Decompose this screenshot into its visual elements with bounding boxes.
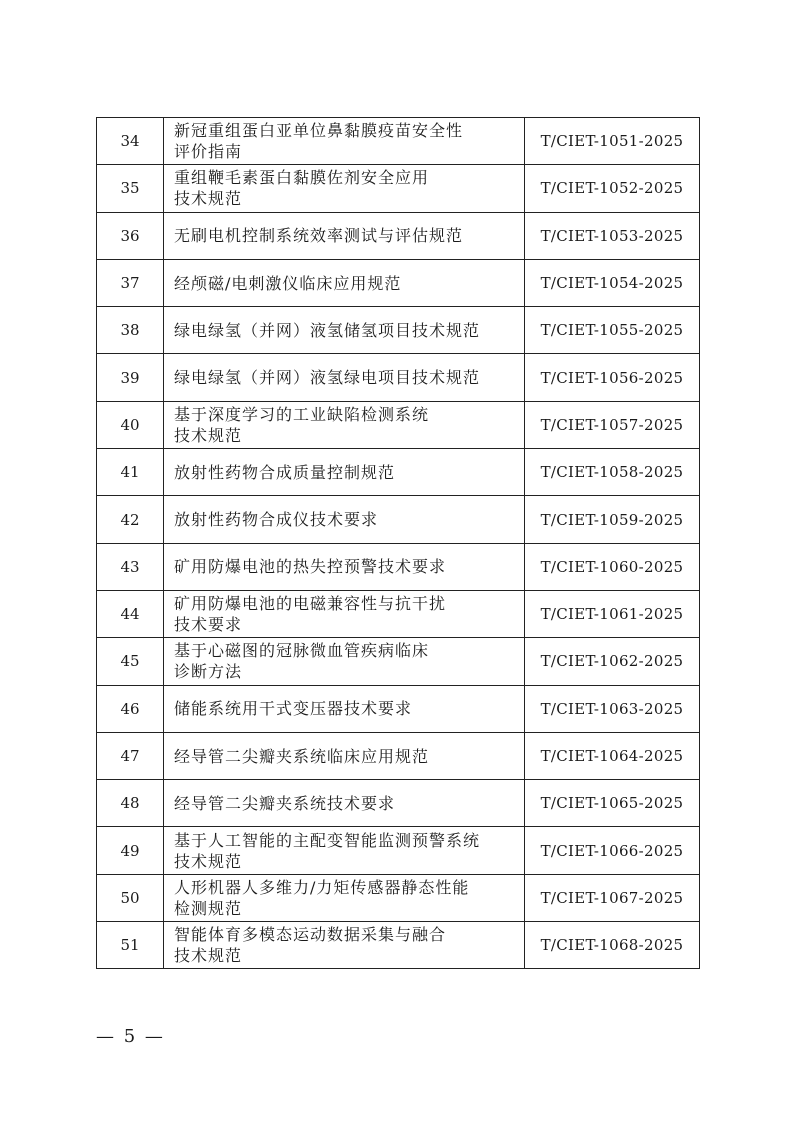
standard-code: T/CIET-1053-2025 <box>525 212 700 259</box>
row-number: 51 <box>97 922 164 969</box>
table-row <box>97 449 700 496</box>
standard-code: T/CIET-1059-2025 <box>525 496 700 543</box>
table-row <box>97 732 700 779</box>
standard-name: 新冠重组蛋白亚单位鼻黏膜疫苗安全性 评价指南 <box>164 118 525 165</box>
standard-name: 储能系统用干式变压器技术要求 <box>164 685 525 732</box>
table-row <box>97 496 700 543</box>
row-number: 37 <box>97 259 164 306</box>
row-number: 49 <box>97 827 164 874</box>
standard-code: T/CIET-1065-2025 <box>525 780 700 827</box>
standard-code: T/CIET-1067-2025 <box>525 874 700 921</box>
standard-code: T/CIET-1051-2025 <box>525 118 700 165</box>
page-number: — 5 — <box>96 1026 165 1047</box>
standard-code: T/CIET-1052-2025 <box>525 165 700 212</box>
table-row <box>97 590 700 637</box>
standard-name: 放射性药物合成仪技术要求 <box>164 496 525 543</box>
table-row <box>97 259 700 306</box>
table-row <box>97 354 700 401</box>
row-number: 34 <box>97 118 164 165</box>
standard-code: T/CIET-1054-2025 <box>525 259 700 306</box>
standard-name: 重组鞭毛素蛋白黏膜佐剂安全应用 技术规范 <box>164 165 525 212</box>
standard-code: T/CIET-1062-2025 <box>525 638 700 685</box>
table-row <box>97 401 700 448</box>
standard-code: T/CIET-1060-2025 <box>525 543 700 590</box>
standard-name: 基于心磁图的冠脉微血管疾病临床 诊断方法 <box>164 638 525 685</box>
standard-name: 绿电绿氢（并网）液氢绿电项目技术规范 <box>164 354 525 401</box>
standard-code: T/CIET-1058-2025 <box>525 449 700 496</box>
row-number: 44 <box>97 590 164 637</box>
standard-name: 基于人工智能的主配变智能监测预警系统 技术规范 <box>164 827 525 874</box>
standard-code: T/CIET-1064-2025 <box>525 732 700 779</box>
standard-code: T/CIET-1055-2025 <box>525 307 700 354</box>
standard-name: 经导管二尖瓣夹系统技术要求 <box>164 780 525 827</box>
table-row <box>97 827 700 874</box>
standard-name: 人形机器人多维力/力矩传感器静态性能 检测规范 <box>164 874 525 921</box>
table-row <box>97 780 700 827</box>
standard-code: T/CIET-1056-2025 <box>525 354 700 401</box>
table-row <box>97 307 700 354</box>
row-number: 40 <box>97 401 164 448</box>
row-number: 42 <box>97 496 164 543</box>
standard-name: 智能体育多模态运动数据采集与融合 技术规范 <box>164 922 525 969</box>
row-number: 50 <box>97 874 164 921</box>
table-row <box>97 638 700 685</box>
table-row <box>97 874 700 921</box>
standard-name: 经颅磁/电刺激仪临床应用规范 <box>164 259 525 306</box>
table-row <box>97 685 700 732</box>
standard-name: 矿用防爆电池的热失控预警技术要求 <box>164 543 525 590</box>
standard-name: 绿电绿氢（并网）液氢储氢项目技术规范 <box>164 307 525 354</box>
row-number: 46 <box>97 685 164 732</box>
standard-name: 矿用防爆电池的电磁兼容性与抗干扰 技术要求 <box>164 590 525 637</box>
standard-code: T/CIET-1066-2025 <box>525 827 700 874</box>
row-number: 38 <box>97 307 164 354</box>
standards-table-body <box>97 118 700 969</box>
row-number: 45 <box>97 638 164 685</box>
row-number: 35 <box>97 165 164 212</box>
standard-name: 无刷电机控制系统效率测试与评估规范 <box>164 212 525 259</box>
row-number: 48 <box>97 780 164 827</box>
row-number: 47 <box>97 732 164 779</box>
standard-name: 经导管二尖瓣夹系统临床应用规范 <box>164 732 525 779</box>
table-row <box>97 212 700 259</box>
standard-code: T/CIET-1061-2025 <box>525 590 700 637</box>
table-row <box>97 165 700 212</box>
table-row <box>97 543 700 590</box>
standard-name: 放射性药物合成质量控制规范 <box>164 449 525 496</box>
standard-code: T/CIET-1068-2025 <box>525 922 700 969</box>
standard-code: T/CIET-1063-2025 <box>525 685 700 732</box>
row-number: 41 <box>97 449 164 496</box>
standards-table <box>96 117 700 969</box>
standard-code: T/CIET-1057-2025 <box>525 401 700 448</box>
row-number: 39 <box>97 354 164 401</box>
standard-name: 基于深度学习的工业缺陷检测系统 技术规范 <box>164 401 525 448</box>
row-number: 36 <box>97 212 164 259</box>
table-row <box>97 118 700 165</box>
table-row <box>97 922 700 969</box>
row-number: 43 <box>97 543 164 590</box>
